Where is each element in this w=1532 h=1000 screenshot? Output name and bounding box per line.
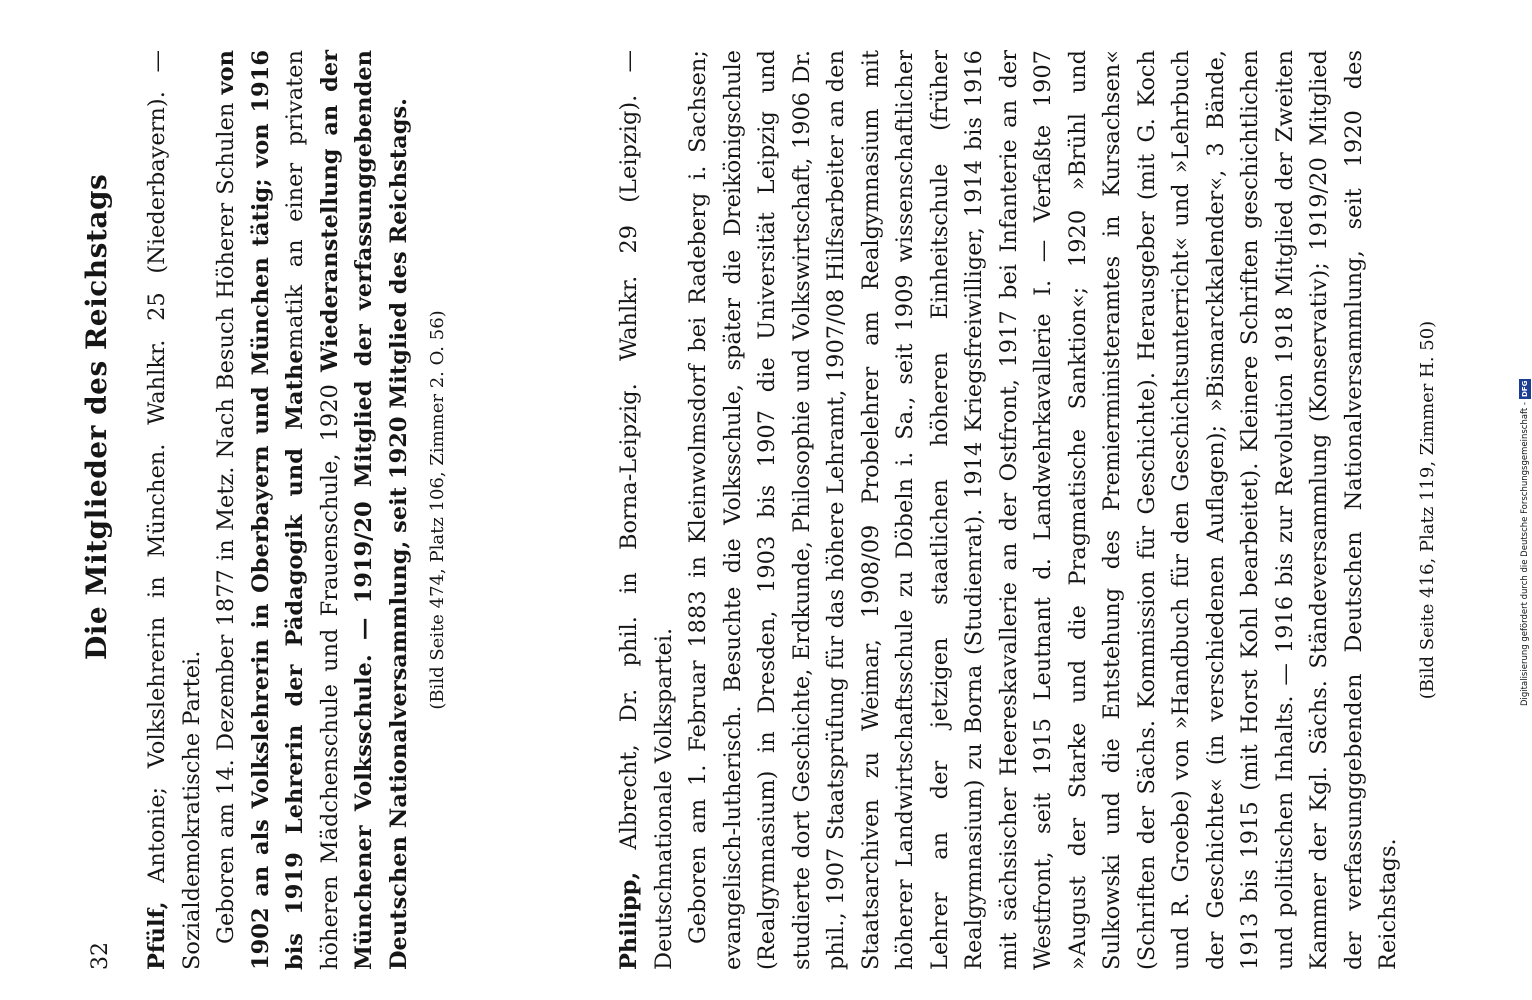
- entry-heading: [612, 50, 681, 970]
- entry-body: [209, 50, 416, 970]
- entry-name: Pfülf,: [144, 901, 170, 970]
- entry-body-part: matik an einer privaten höheren Mädchenschule und Frauenschule, 1920: [282, 50, 343, 970]
- dfg-logo: DFG: [1521, 380, 1529, 398]
- page-number: 32: [88, 942, 113, 970]
- entry-heading: [140, 50, 209, 970]
- entry-body-part: von 1902 an als Volkslehrerin in Oberbayern und München tätig; von 1916 bis 1919 Lehrerin der Pädagogik und Mathe: [213, 50, 308, 970]
- running-head: Die Mitglieder des Reichstags: [80, 173, 113, 660]
- digitization-credit: [1514, 0, 1532, 1000]
- entry-body-part: Wiederanstellung an der Münchener Volksschule. — 1919/20 Mitglied der verfassunggebenden Deutschen Nationalversammlung, seit 1920 Mitglied des Reichstags.: [316, 50, 412, 970]
- entry-caption: (Bild Seite 416, Platz 119, Zimmer H. 50): [1416, 320, 1438, 700]
- biography-entry: [140, 50, 452, 970]
- entry-body-part: Besuchte die Volksschule, später die Dreikönigschule (Realgymnasium) in Dresden, 1903 bis 1907 die Universität Leipzig und studierte dort Geschichte, Erdkunde, Philosophie und Volkswirtschaft, 1906 Dr. phil., 1907 Staatsprüfung für das höhere Lehramt, 1907/08 Hilfsarbeiter an den Staatsarchiven zu Weimar, 1908/09 Probelehrer am Realgymnasium mit höherer Landwirtschaftsschule zu Döbeln i. Sa., seit 1909 wissenschaftlicher Lehrer an der jetzigen staatlichen höheren Einheitschule (früher Realgymnasium) zu Borna (Studienrat). 1914 Kriegsfreiwilliger, 1914 bis 1916 mit sächsischer Heereskavallerie an der Ostfront, 1917 bei Infanterie an der Westfront, seit 1915 Leutnant d. Landwehrkavallerie I. — Verfaßte 1907 »August der Starke und die Pragmatische Sanktion«; 1920 »Brühl und Sulkowski und die Entstehung des Premierministeramtes in Kursachsen« (Schriften der Sächs. Kommission für Geschichte). Herausgeber (mit G. Koch und R. Groebe) von »Handbuch für den Geschichtsunterricht« und »Lehrbuch der Geschichte« (in verschiedenen Auflagen); »Bismarckkalender«, 3 Bände, 1913 bis 1915 (mit Horst Kohl bearbeitet). Kleinere Schriften geschichtlichen und politischen Inhalts. — 1916 bis zur Revolution 1918 Mitglied der Zweiten Kammer der Kgl. Sächs. Ständeversammlung (Konservativ); 1919/20 Mitglied der verfassunggebenden Deutschen Nationalversammlung, seit 1920 des Reichstags.: [719, 50, 1401, 970]
- biography-entry: [612, 50, 1442, 970]
- entry-name: Philipp,: [616, 871, 642, 970]
- entry-body-part: Geboren am 14. Dezember 1877 in Metz. Nach Besuch Höherer Schulen: [213, 94, 239, 944]
- entry-caption: (Bild Seite 474, Platz 106, Zimmer 2. O. 56): [427, 310, 448, 710]
- entry-head-text: Antonie; Volkslehrerin in München. Wahlkr. 25 (Niederbayern). — Sozialdemokratische Partei.: [144, 50, 205, 970]
- entry-body-part: Geboren am 1. Februar 1883 in Kleinwolmsdorf bei Radeberg i. Sachsen; evangelisch-lutherisch.: [685, 50, 746, 970]
- digitization-credit-text: Digitalisierung gefördert durch die Deutsche Forschungsgemeinschaft -: [1520, 402, 1530, 706]
- entry-head-text: Albrecht, Dr. phil. in Borna-Leipzig. Wahlkr. 29 (Leipzig). — Deutschnationale Volkspartei.: [616, 50, 677, 970]
- entry-body: [681, 50, 1406, 970]
